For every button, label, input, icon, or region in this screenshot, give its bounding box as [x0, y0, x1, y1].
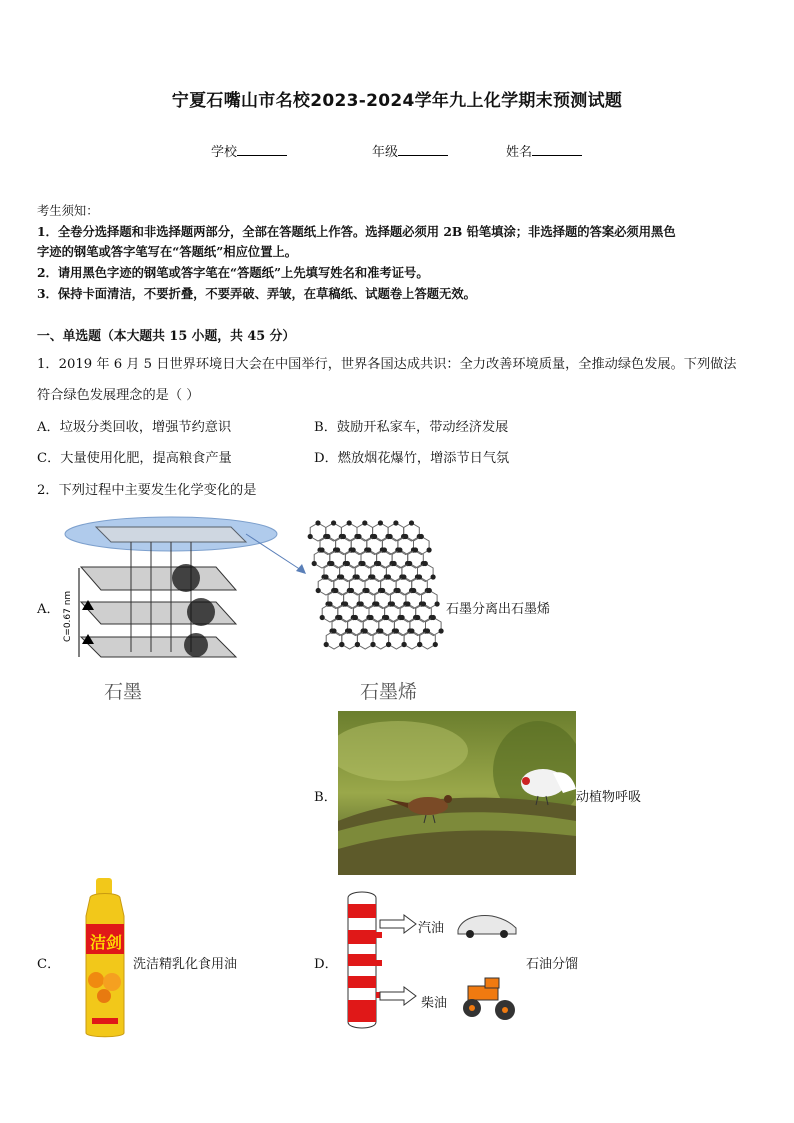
graphite-graphene-figure [56, 512, 456, 672]
diesel-arrow [380, 987, 416, 1005]
q2-option-a-label: 石墨分离出石墨烯 [446, 602, 551, 617]
q2-option-d-label: 石油分馏 [526, 957, 579, 972]
name-field: 姓名 [506, 141, 582, 160]
q2-option-b-letter[interactable]: B． [314, 790, 337, 805]
q2-option-b-label: 动植物呼吸 [576, 790, 642, 805]
q1-option-a[interactable]: A．垃圾分类回收，增强节约意识 [37, 420, 232, 435]
q1-option-c[interactable]: C．大量使用化肥，提高粮食产量 [37, 451, 232, 466]
pheasants-photo [338, 711, 576, 875]
distillation-tower-figure [340, 888, 525, 1033]
section-heading: 一、单选题（本大题共 15 小题，共 45 分） [37, 329, 296, 344]
q1-option-b[interactable]: B．鼓励开私家车，带动经济发展 [314, 420, 509, 435]
q2-option-d-letter[interactable]: D． [314, 957, 338, 972]
page-title: 宁夏石嘴山市名校2023-2024学年九上化学期末预测试题 [171, 91, 623, 111]
q1-stem-line1: 1．2019 年 6 月 5 日世界环境日大会在中国举行，世界各国达成共识：全力改善环境质量，全推动绿色发展。下列做法 [37, 357, 737, 372]
school-field: 学校 [211, 141, 287, 160]
q2-option-c-label: 洗洁精乳化食用油 [133, 957, 238, 972]
school-blank[interactable] [237, 143, 287, 156]
notice-item-3: 3．保持卡面清洁，不要折叠，不要弄破、弄皱，在草稿纸、试题卷上答题无效。 [37, 286, 476, 301]
bottle-brand-text: 洁剑 [90, 933, 123, 952]
grade-blank[interactable] [398, 143, 448, 156]
graphene-caption: 石墨烯 [360, 681, 418, 703]
gasoline-label: 汽油 [418, 921, 445, 936]
notice-item-1: 1．全卷分选择题和非选择题两部分，全部在答题纸上作答。选择题必须用 2B 铅笔填涂；非选择题的答案必须用黑色 [37, 224, 676, 239]
tractor-icon [463, 978, 515, 1020]
lattice-axis-label: C=0.67 nm [63, 590, 73, 642]
diesel-label: 柴油 [421, 996, 448, 1011]
notice-heading: 考生须知： [37, 204, 99, 218]
graphite-caption: 石墨 [104, 681, 143, 703]
q2-option-c-letter[interactable]: C． [37, 957, 61, 972]
grade-field: 年级 [372, 141, 448, 160]
car-icon [458, 916, 516, 938]
gasoline-arrow [380, 915, 416, 933]
notice-item-1-cont: 字迹的钢笔或答字笔写在“答题纸”相应位置上。 [37, 244, 298, 259]
q2-stem: 2．下列过程中主要发生化学变化的是 [37, 483, 257, 498]
q2-option-a-letter[interactable]: A． [37, 602, 60, 617]
detergent-bottle [80, 878, 130, 1040]
q1-option-d[interactable]: D．燃放烟花爆竹，增添节日气氛 [314, 451, 510, 466]
notice-item-2: 2．请用黑色字迹的钢笔或答字笔在“答题纸”上先填写姓名和准考证号。 [37, 265, 429, 280]
name-blank[interactable] [532, 143, 582, 156]
q1-stem-line2: 符合绿色发展理念的是（ ） [37, 388, 200, 403]
